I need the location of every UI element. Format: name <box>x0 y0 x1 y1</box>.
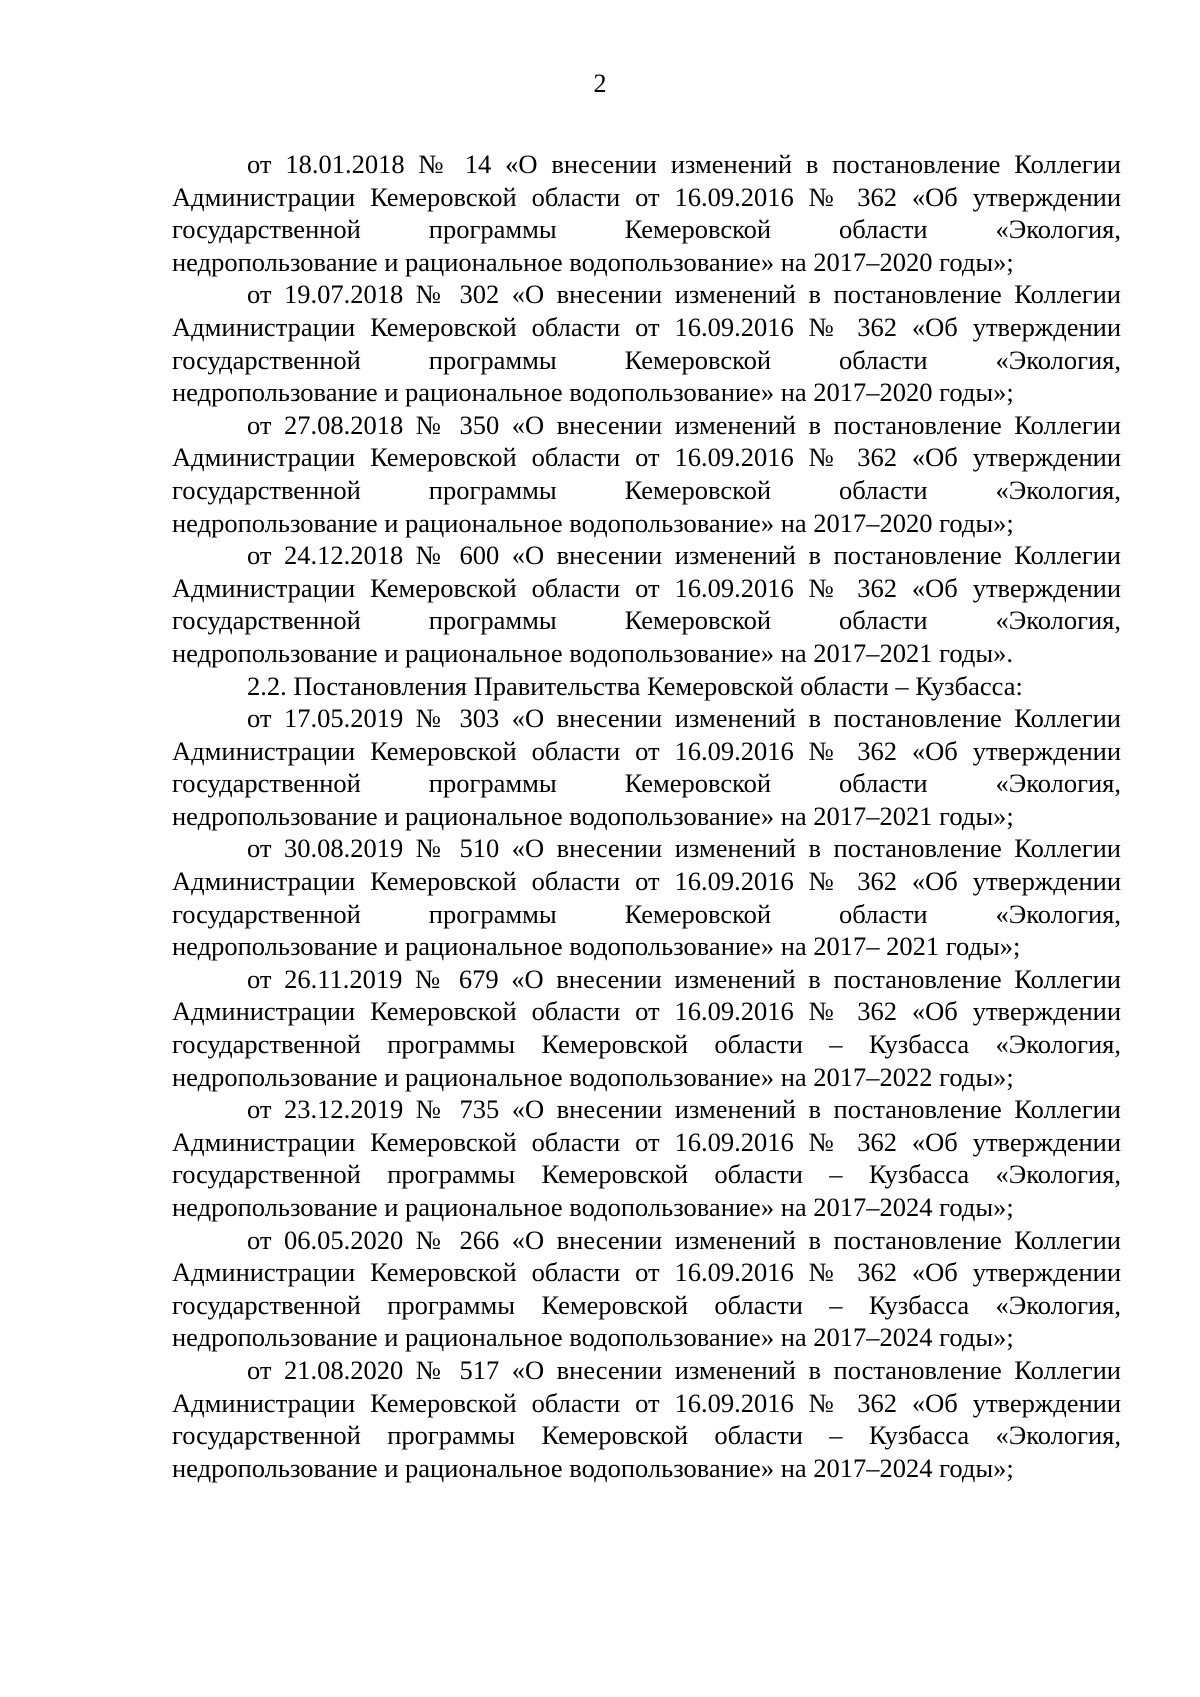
text-line: недропользование и рациональное водопользование» на 2017– 2021 годы»; <box>172 931 1021 962</box>
text-line: 2.2. Постановления Правительства Кемеровской области – Кузбасса: <box>247 670 1023 701</box>
text-line: Администрации Кемеровской области от 16.09.2016 № 362 «Об утверждении <box>172 996 1121 1027</box>
text-line: государственной программы Кемеровской области – Кузбасса «Экология, <box>172 1289 1121 1320</box>
document-body <box>172 148 1121 1484</box>
text-line: от 24.12.2018 № 600 «О внесении изменений в постановление Коллегии <box>247 540 1121 571</box>
paragraph <box>172 1354 1121 1484</box>
page-number: 2 <box>593 69 607 98</box>
paragraph <box>172 539 1121 669</box>
paragraph <box>172 278 1121 408</box>
paragraph <box>172 148 1121 278</box>
text-line: государственной программы Кемеровской области – Кузбасса «Экология, <box>172 1159 1121 1190</box>
text-line: государственной программы Кемеровской области «Экология, <box>172 214 1121 245</box>
text-line: недропользование и рациональное водопользование» на 2017–2020 годы»; <box>172 507 1014 538</box>
text-line: недропользование и рациональное водопользование» на 2017–2022 годы»; <box>172 1061 1014 1092</box>
text-line: от 06.05.2020 № 266 «О внесении изменений в постановление Коллегии <box>247 1224 1121 1255</box>
text-line: от 30.08.2019 № 510 «О внесении изменений в постановление Коллегии <box>247 833 1121 864</box>
paragraph <box>172 1093 1121 1223</box>
text-line: от 23.12.2019 № 735 «О внесении изменений в постановление Коллегии <box>247 1094 1121 1125</box>
paragraph <box>172 1224 1121 1354</box>
text-line: Администрации Кемеровской области от 16.09.2016 № 362 «Об утверждении <box>172 442 1121 473</box>
text-line: недропользование и рациональное водопользование» на 2017–2024 годы»; <box>172 1192 1014 1222</box>
text-line: Администрации Кемеровской области от 16.09.2016 № 362 «Об утверждении <box>172 1257 1121 1288</box>
text-line: Администрации Кемеровской области от 16.09.2016 № 362 «Об утверждении <box>172 1126 1121 1157</box>
text-line: от 21.08.2020 № 517 «О внесении изменений в постановление Коллегии <box>247 1354 1121 1385</box>
text-line: Администрации Кемеровской области от 16.09.2016 № 362 «Об утверждении <box>172 866 1121 897</box>
text-line: Администрации Кемеровской области от 16.09.2016 № 362 «Об утверждении <box>172 181 1121 212</box>
text-line: недропользование и рациональное водопользование» на 2017–2021 годы». <box>172 637 1013 668</box>
text-line: Администрации Кемеровской области от 16.09.2016 № 362 «Об утверждении <box>172 311 1121 342</box>
paragraph <box>172 702 1121 832</box>
text-line: Администрации Кемеровской области от 16.09.2016 № 362 «Об утверждении <box>172 735 1121 766</box>
text-line: недропользование и рациональное водопользование» на 2017–2024 годы»; <box>172 1322 1014 1353</box>
text-line: Администрации Кемеровской области от 16.09.2016 № 362 «Об утверждении <box>172 1387 1121 1418</box>
paragraph <box>172 963 1121 1093</box>
text-line: государственной программы Кемеровской области «Экология, <box>172 768 1121 799</box>
paragraph <box>172 670 1121 703</box>
text-line: от 18.01.2018 № 14 «О внесении изменений в постановление Коллегии <box>247 149 1121 179</box>
text-line: государственной программы Кемеровской области – Кузбасса «Экология, <box>172 1420 1121 1451</box>
text-line: государственной программы Кемеровской области «Экология, <box>172 474 1121 505</box>
text-line: недропользование и рациональное водопользование» на 2017–2021 годы»; <box>172 800 1014 831</box>
text-line: от 19.07.2018 № 302 «О внесении изменений в постановление Коллегии <box>247 279 1121 310</box>
text-line: недропользование и рациональное водопользование» на 2017–2020 годы»; <box>172 246 1014 277</box>
text-line: от 26.11.2019 № 679 «О внесении изменений в постановление Коллегии <box>247 963 1121 994</box>
text-line: от 17.05.2019 № 303 «О внесении изменений в постановление Коллегии <box>247 703 1121 734</box>
text-line: недропользование и рациональное водопользование» на 2017–2020 годы»; <box>172 377 1014 408</box>
text-line: государственной программы Кемеровской области «Экология, <box>172 898 1121 929</box>
text-line: от 27.08.2018 № 350 «О внесении изменений в постановление Коллегии <box>247 409 1121 440</box>
text-line: государственной программы Кемеровской области «Экология, <box>172 344 1121 375</box>
paragraph <box>172 832 1121 962</box>
text-line: Администрации Кемеровской области от 16.09.2016 № 362 «Об утверждении <box>172 572 1121 603</box>
text-line: государственной программы Кемеровской области «Экология, <box>172 605 1121 636</box>
text-line: государственной программы Кемеровской области – Кузбасса «Экология, <box>172 1029 1121 1060</box>
text-line: недропользование и рациональное водопользование» на 2017–2024 годы»; <box>172 1452 1014 1483</box>
paragraph <box>172 409 1121 539</box>
